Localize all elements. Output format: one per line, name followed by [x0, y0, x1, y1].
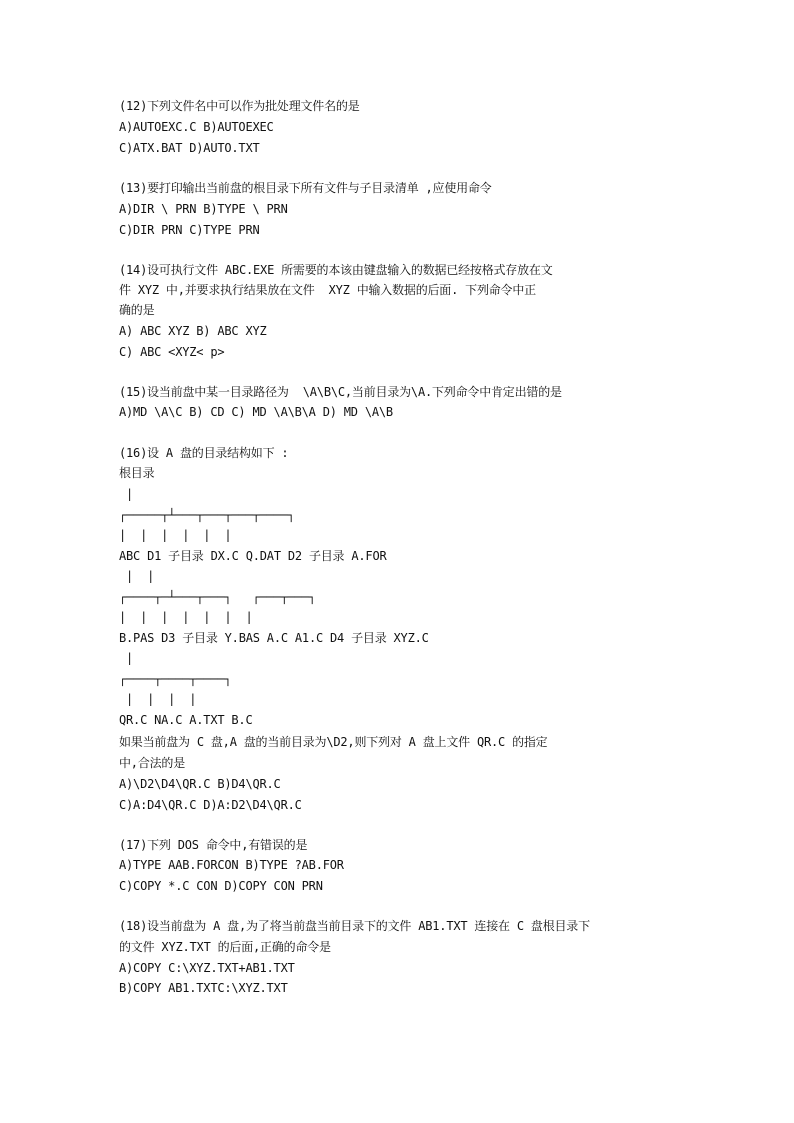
- tree-connector: | | | |: [119, 692, 197, 706]
- tree-branch-level2: ┌────┬─┴───┬───┐ ┌───┬───┐: [119, 590, 316, 604]
- tree-connector: | | | | | |: [119, 528, 232, 542]
- question-14-text-line3: 确的是: [119, 303, 155, 317]
- tree-connector: | |: [119, 569, 155, 583]
- question-15-options: A)MD \A\C B) CD C) MD \A\B\A D) MD \A\B: [119, 405, 393, 419]
- question-16-text: (16)设 A 盘的目录结构如下 :: [119, 446, 289, 460]
- question-14-text-line1: (14)设可执行文件 ABC.EXE 所需要的本该由键盘输入的数据已经按格式存放在文: [119, 263, 553, 277]
- question-15-text: (15)设当前盘中某一目录路径为 \A\B\C,当前目录为\A.下列命令中肯定出错的是: [119, 385, 562, 399]
- tree-level3-nodes: QR.C NA.C A.TXT B.C: [119, 713, 253, 727]
- question-18-text-line1: (18)设当前盘为 A 盘,为了将当前盘当前目录下的文件 AB1.TXT 连接在 C 盘根目录下: [119, 919, 590, 933]
- question-16-options-cd: C)A:D4\QR.C D)A:D2\D4\QR.C: [119, 798, 302, 812]
- question-18-option-a: A)COPY C:\XYZ.TXT+AB1.TXT: [119, 961, 295, 975]
- question-12-options-cd: C)ATX.BAT D)AUTO.TXT: [119, 141, 260, 155]
- question-13-options-cd: C)DIR PRN C)TYPE PRN: [119, 223, 260, 237]
- tree-level2-nodes: B.PAS D3 子目录 Y.BAS A.C A1.C D4 子目录 XYZ.C: [119, 631, 429, 645]
- question-14-options-ab: A) ABC XYZ B) ABC XYZ: [119, 324, 267, 338]
- question-16-options-ab: A)\D2\D4\QR.C B)D4\QR.C: [119, 777, 281, 791]
- tree-connector: |: [119, 487, 134, 501]
- question-12-options-ab: A)AUTOEXC.C B)AUTOEXEC: [119, 120, 274, 134]
- question-16-text-line2: 如果当前盘为 C 盘,A 盘的当前目录为\D2,则下列对 A 盘上文件 QR.C 的指定: [119, 735, 548, 749]
- tree-root-label: 根目录: [119, 466, 155, 480]
- tree-connector: |: [119, 651, 134, 665]
- question-14-options-c: C) ABC <XYZ< p>: [119, 345, 225, 359]
- tree-connector: | | | | | | |: [119, 610, 253, 624]
- question-16-text-line3: 中,合法的是: [119, 756, 186, 770]
- question-17-options-cd: C)COPY *.C CON D)COPY CON PRN: [119, 879, 323, 893]
- question-18-option-b: B)COPY AB1.TXTC:\XYZ.TXT: [119, 981, 288, 995]
- question-14-text-line2: 件 XYZ 中,并要求执行结果放在文件 XYZ 中输入数据的后面. 下列命令中正: [119, 283, 536, 297]
- tree-branch-level1: ┌─────┬┴───┬───┬───┬────┐: [119, 508, 295, 522]
- question-12-text: (12)下列文件名中可以作为批处理文件名的是: [119, 99, 360, 113]
- question-13-text: (13)要打印输出当前盘的根目录下所有文件与子目录清单 ,应使用命令: [119, 181, 492, 195]
- question-18-text-line2: 的文件 XYZ.TXT 的后面,正确的命令是: [119, 940, 331, 954]
- question-13-options-ab: A)DIR \ PRN B)TYPE \ PRN: [119, 202, 288, 216]
- tree-level1-nodes: ABC D1 子目录 DX.C Q.DAT D2 子目录 A.FOR: [119, 549, 387, 563]
- tree-branch-level3: ┌────┬────┬────┐: [119, 672, 232, 686]
- question-17-text: (17)下列 DOS 命令中,有错误的是: [119, 838, 308, 852]
- question-17-options-ab: A)TYPE AAB.FORCON B)TYPE ?AB.FOR: [119, 858, 344, 872]
